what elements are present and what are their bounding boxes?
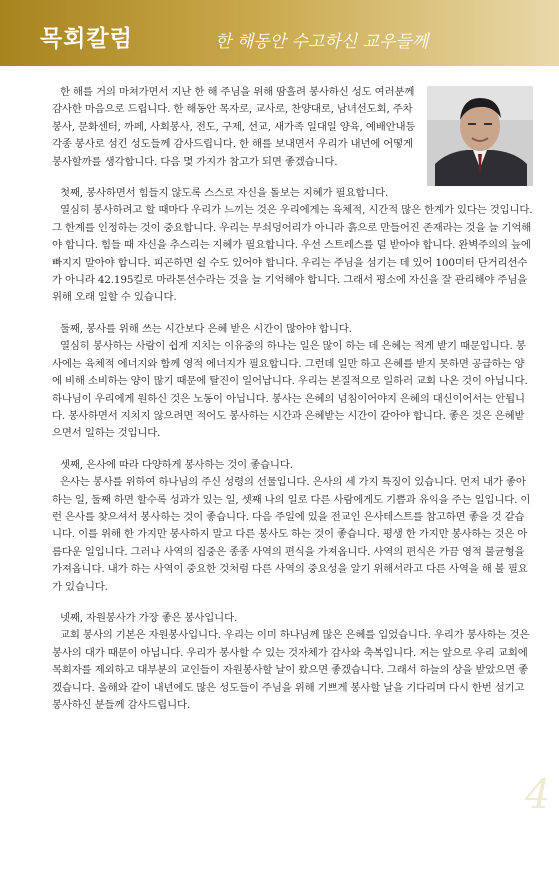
- intro-block: [52, 84, 422, 171]
- section-body: 열심히 봉사하려고 할 때마다 우리가 느끼는 것은 우리에게는 육체적, 시간적 많은 한계가 있다는 것입니다. 그 한계를 인정하는 것이 중요합니다. 우리는 무쇠덩어리가 아니라 흙으로 만들어진 존재라는 것을 늘 기억해야 합니다. 힘들 때 자신을 추스리는 지혜가 필요합니다. 우선 스트레스를 덜 받아야 합니다. 완벽주의의 늪에 빠지지 말아야 합니다. 피곤하면 쉴 수도 있어야 합니다. 우리는 주님을 섬기는 데 있어 100미터 단거리선수가 아니라 42.195킬로 마라톤선수라는 것을 늘 기억해야 합니다. 그래서 평소에 자신을 잘 관리해야 주님을 위해 오래 일할 수 있습니다.: [52, 204, 533, 304]
- column-title: 목회칼럼: [40, 26, 133, 52]
- section-4: [52, 610, 534, 714]
- section-heading: 셋째, 은사에 따라 다양하게 봉사하는 것이 좋습니다.: [60, 458, 293, 471]
- page-number: 4: [525, 772, 551, 818]
- column-body: [52, 84, 534, 714]
- column-subtitle: 한 해동안 수고하신 교우들께: [215, 32, 429, 52]
- section-heading: 둘째, 봉사를 위해 쓰는 시간보다 은혜 받은 시간이 많아야 합니다.: [60, 322, 352, 335]
- column-header: [0, 0, 559, 66]
- section-3: [52, 457, 534, 596]
- section-heading: 넷째, 자원봉사가 가장 좋은 봉사입니다.: [60, 611, 238, 624]
- section-body: 은사는 봉사를 위하여 하나님의 주신 성령의 선물입니다. 은사의 세 가지 특징이 있습니다. 먼저 내가 좋아하는 일, 둘째 하면 할수록 성과가 있는 일, 셋째 나의 일로 다른 사람에게도 기쁨과 유익을 주는 일입니다. 이런 은사를 찾으셔서 봉사하는 것이 좋습니다. 다음 주일에 있을 전교인 은사테스트를 참고하면 좋을 것 같습니다. 이를 위해 한 가지만 봉사하지 말고 다른 봉사도 하는 것이 좋습니다. 평생 한 가지만 봉사하는 것은 아름다운 일입니다. 그러나 사역의 집중은 종종 사역의 편식을 가져옵니다. 사역의 편식은 가끔 영적 불균형을 가져옵니다. 내가 하는 사역이 중요한 것처럼 다른 사역의 중요성을 알기 위해서라고 다른 사역을 해 볼 필요가 있습니다.: [52, 476, 531, 593]
- section-1: [52, 185, 534, 307]
- intro-paragraph: 한 해를 거의 마쳐가면서 지난 한 해 주님을 위해 땀흘려 봉사하신 성도 여러분께 감사한 마음으로 드립니다. 한 해동안 목자로, 교사로, 찬양대로, 남녀선도회, 주차봉사, 문화센터, 까페, 사회봉사, 전도, 구제, 선교, 새가족 일대일 양육, 예배안내등각종 봉사로 섬긴 성도들께 감사드립니다. 한 해를 보내면서 우리가 내년에 어떻게 봉사할까를 생각합니다. 다음 몇 가지가 참고가 되면 좋겠습니다.: [52, 86, 416, 168]
- section-heading: 첫째, 봉사하면서 힘들지 않도록 스스로 자신을 돌보는 지혜가 필요합니다.: [60, 187, 389, 200]
- section-body: 교회 봉사의 기본은 자원봉사입니다. 우리는 이미 하나님께 많은 은혜를 입었습니다. 우리가 봉사하는 것은 봉사의 대가 때문이 아닙니다. 우리가 봉사할 수 있는 것자체가 감사와 축복입니다. 저는 앞으로 우리 교회에 목회자를 제외하고 대부분의 교인들이 자원봉사할 날이 왔으면 좋겠습니다. 그래서 하늘의 상을 받았으면 좋겠습니다. 올해와 같이 내년에도 많은 성도들이 주님을 위해 기쁘게 봉사할 날을 기다리며 다시 한번 섬기고 봉사하신 분들께 감사드립니다.: [52, 629, 530, 711]
- section-2: [52, 321, 534, 443]
- section-body: 열심히 봉사하는 사람이 쉽게 지치는 이유중의 하나는 일은 많이 하는 데 은혜는 적게 받기 때문입니다. 봉사에는 육체적 에너지와 함께 영적 에너지가 필요합니다. 그런데 일만 하고 은혜를 받지 못하면 공급하는 양에 비해 소비하는 양이 많기 때문에 탈진이 일어납니다. 우리는 본질적으로 일하러 교회 나온 것이 아닙니다. 하나님이 우리에게 원하신 것은 노동이 아닙니다. 봉사는 은혜의 넘침이어야지 은혜의 대신이어서는 안됩니다. 봉사하면서 지치지 않으려면 적어도 봉사하는 시간과 은혜받는 시간이 같아야 합니다. 좋은 것은 은혜받으면서 일하는 것입니다.: [52, 340, 528, 440]
